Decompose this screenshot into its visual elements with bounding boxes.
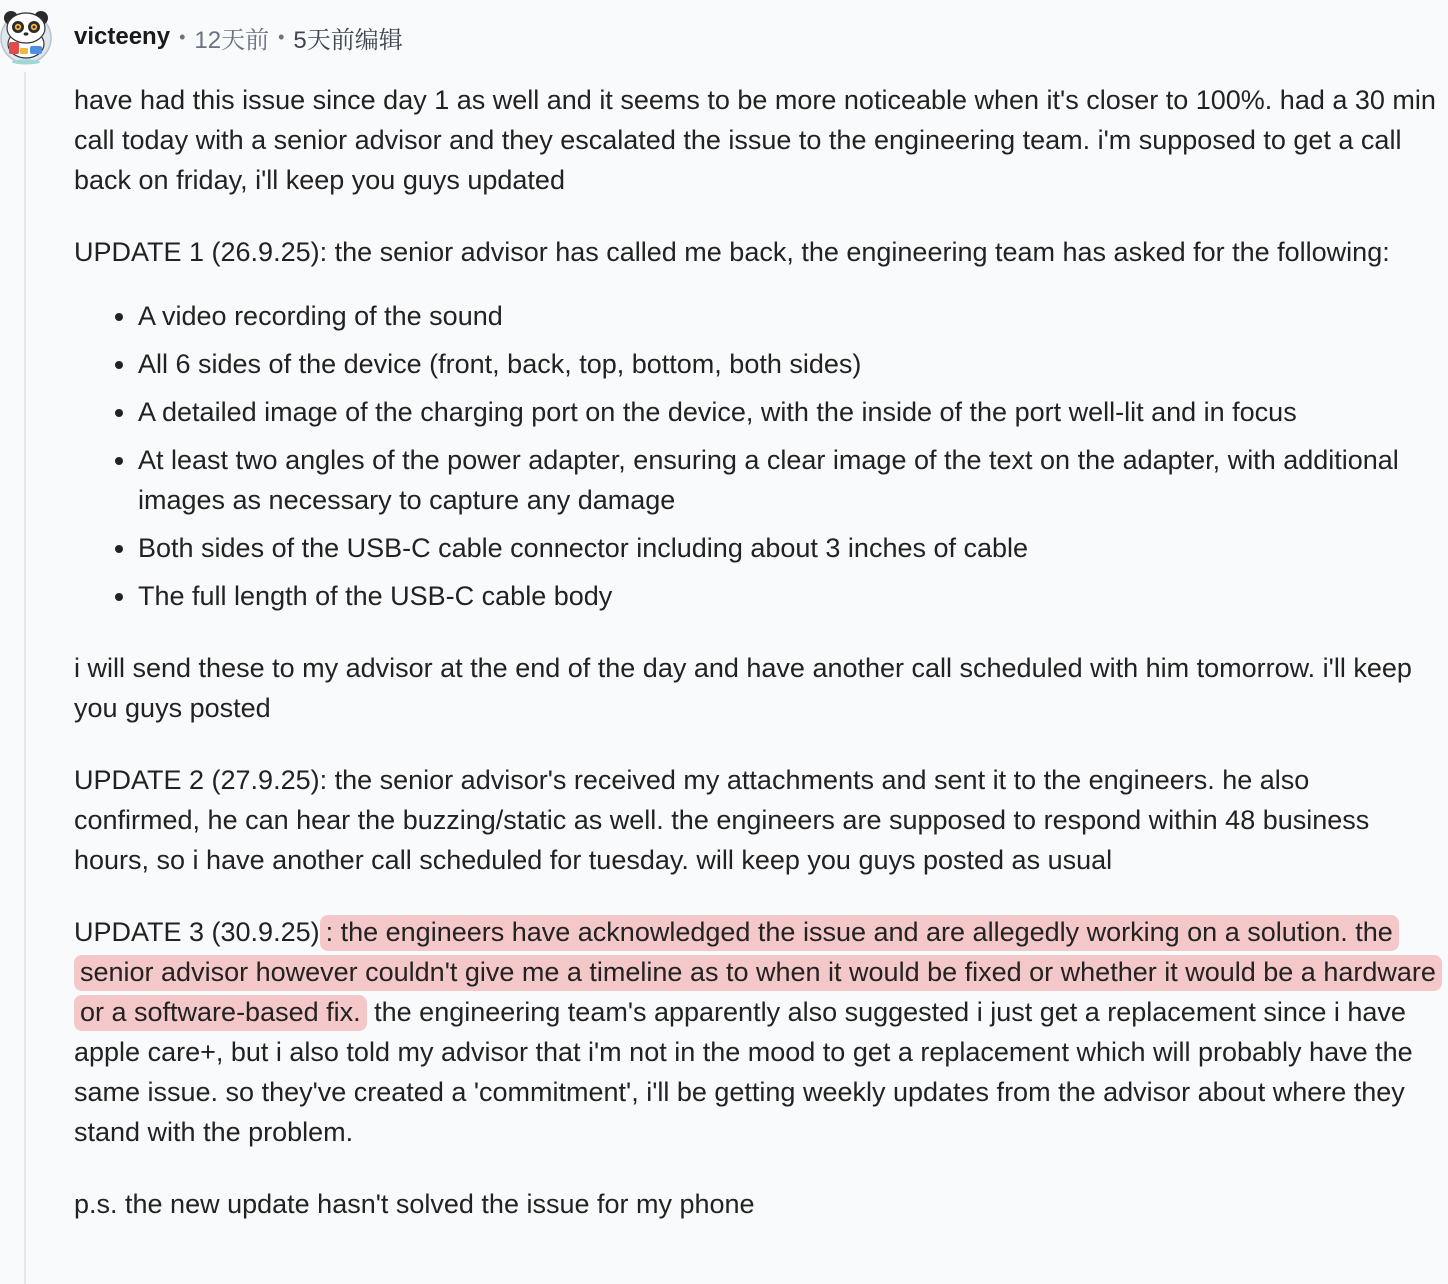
update-3-prefix: UPDATE 3 (30.9.25)	[74, 917, 320, 947]
requested-items-list	[74, 296, 1440, 616]
update-3-paragraph	[74, 912, 1440, 1152]
highlighted-text: : the engineers have acknowledged the issue and are allegedly working on a solution. the senior advisor however couldn't give me a timeline as to when it would be fixed or whether it would be a hardware or a software-based fix.	[74, 915, 1442, 1031]
list-item: • A detailed image of the charging port on the device, with the inside of the port well-lit and in focus	[138, 392, 1440, 432]
list-item: • All 6 sides of the device (front, back, top, bottom, both sides)	[138, 344, 1440, 384]
update-1-paragraph: UPDATE 1 (26.9.25): the senior advisor has called me back, the engineering team has asked for the following:	[74, 237, 1390, 267]
list-item: • The full length of the USB-C cable body	[138, 576, 1440, 616]
comment-body	[74, 80, 1440, 1256]
comment-paragraph: have had this issue since day 1 as well and it seems to be more noticeable when it's closer to 100%. had a 30 min call today with a senior advisor and they escalated the issue to the engineering team. i'm supposed to get a call back on friday, i'll keep you guys updated	[74, 85, 1436, 195]
update-3-rest: the engineering team's apparently also suggested i just get a replacement since i have apple care+, but i also told my advisor that i'm not in the mood to get a replacement which will probably have the same issue. so they've created a 'commitment', i'll be getting weekly updates from the advisor about where they stand with the problem.	[74, 997, 1413, 1147]
separator-dot: •	[278, 26, 285, 47]
list-item: • At least two angles of the power adapter, ensuring a clear image of the text on the adapter, with additional images as necessary to capture any damage	[138, 440, 1440, 520]
timestamp[interactable]: 12天前	[194, 26, 270, 54]
separator-dot: •	[179, 26, 186, 47]
ps-paragraph: p.s. the new update hasn't solved the issue for my phone	[74, 1189, 755, 1219]
comment-header	[74, 18, 403, 56]
update-2-paragraph: UPDATE 2 (27.9.25): the senior advisor's received my attachments and sent it to the engineers. he also confirmed, he can hear the buzzing/static as well. the engineers are supposed to respond within 48 business hours, so i have another call scheduled for tuesday. will keep you guys posted as usual	[74, 765, 1370, 875]
thread-line[interactable]	[24, 72, 26, 1284]
avatar[interactable]	[0, 4, 56, 66]
list-item: • A video recording of the sound	[138, 296, 1440, 336]
edited-label: 5天前编辑	[293, 26, 403, 54]
username-link[interactable]: victeeny	[74, 23, 171, 50]
comment-paragraph: i will send these to my advisor at the end of the day and have another call scheduled with him tomorrow. i'll keep you guys posted	[74, 653, 1412, 723]
list-item: • Both sides of the USB-C cable connector including about 3 inches of cable	[138, 528, 1440, 568]
